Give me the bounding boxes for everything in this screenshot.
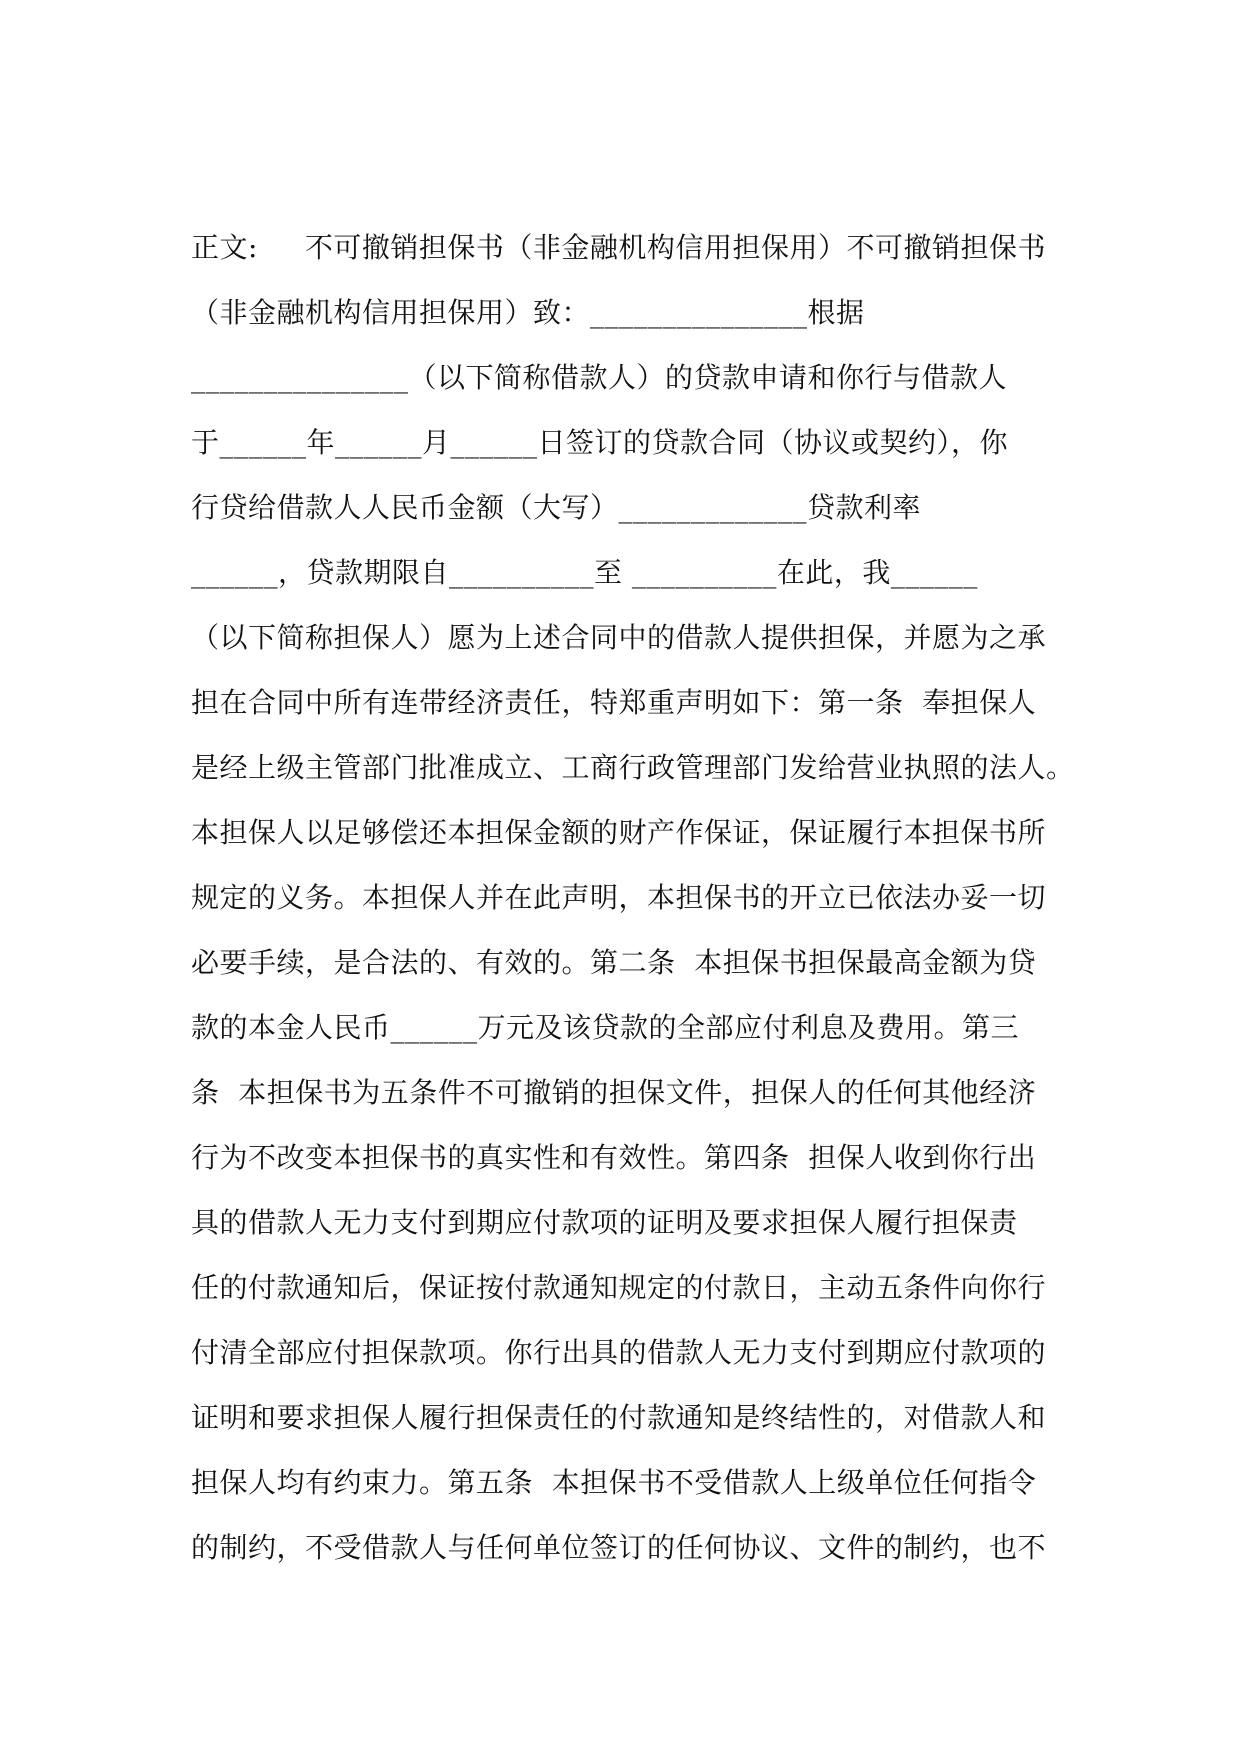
text-line: 正文: 不可撤销担保书（非金融机构信用担保用）不可撤销担保书 [191, 231, 1046, 264]
text-line: 付清全部应付担保款项。你行出具的借款人无力支付到期应付款项的 [191, 1336, 1047, 1369]
text-line: 证明和要求担保人履行担保责任的付款通知是终结性的，对借款人和 [191, 1401, 1047, 1434]
text-line: 的制约，不受借款人与任何单位签订的任何协议、文件的制约，也不 [191, 1531, 1047, 1564]
text-line: 规定的义务。本担保人并在此声明，本担保书的开立已依法办妥一切 [191, 881, 1047, 914]
text-line: _______________（以下简称借款人）的贷款申请和你行与借款人 [191, 361, 1008, 394]
text-line: 本担保人以足够偿还本担保金额的财产作保证，保证履行本担保书所 [191, 816, 1047, 849]
text-line: （非金融机构信用担保用）致：_______________根据 [191, 296, 865, 329]
text-line: （以下简称担保人）愿为上述合同中的借款人提供担保，并愿为之承 [191, 621, 1047, 654]
body-text [191, 222, 1075, 1587]
text-line: 担保人均有约束力。第五条 本担保书不受借款人上级单位任何指令 [191, 1466, 1037, 1499]
text-line: ______，贷款期限自__________至 __________在此，我______ [191, 556, 978, 589]
text-line: 于______年______月______日签订的贷款合同（协议或契约），你 [191, 426, 1009, 459]
text-line: 款的本金人民币______万元及该贷款的全部应付利息及费用。第三 [191, 1011, 1020, 1044]
text-line: 任的付款通知后，保证按付款通知规定的付款日，主动五条件向你行 [191, 1271, 1047, 1304]
text-line: 条 本担保书为五条件不可撤销的担保文件，担保人的任何其他经济 [191, 1076, 1037, 1109]
text-line: 行为不改变本担保书的真实性和有效性。第四条 担保人收到你行出 [191, 1141, 1037, 1174]
text-line: 是经上级主管部门批准成立、工商行政管理部门发给营业执照的法人。 [191, 751, 1075, 784]
text-line: 必要手续，是合法的、有效的。第二条 本担保书担保最高金额为贷 [191, 946, 1037, 979]
text-line: 担在合同中所有连带经济责任，特郑重声明如下：第一条 奉担保人 [191, 686, 1037, 719]
text-line: 行贷给借款人人民币金额（大写）_____________贷款利率 [191, 491, 922, 524]
text-line: 具的借款人无力支付到期应付款项的证明及要求担保人履行担保责 [191, 1206, 1018, 1239]
